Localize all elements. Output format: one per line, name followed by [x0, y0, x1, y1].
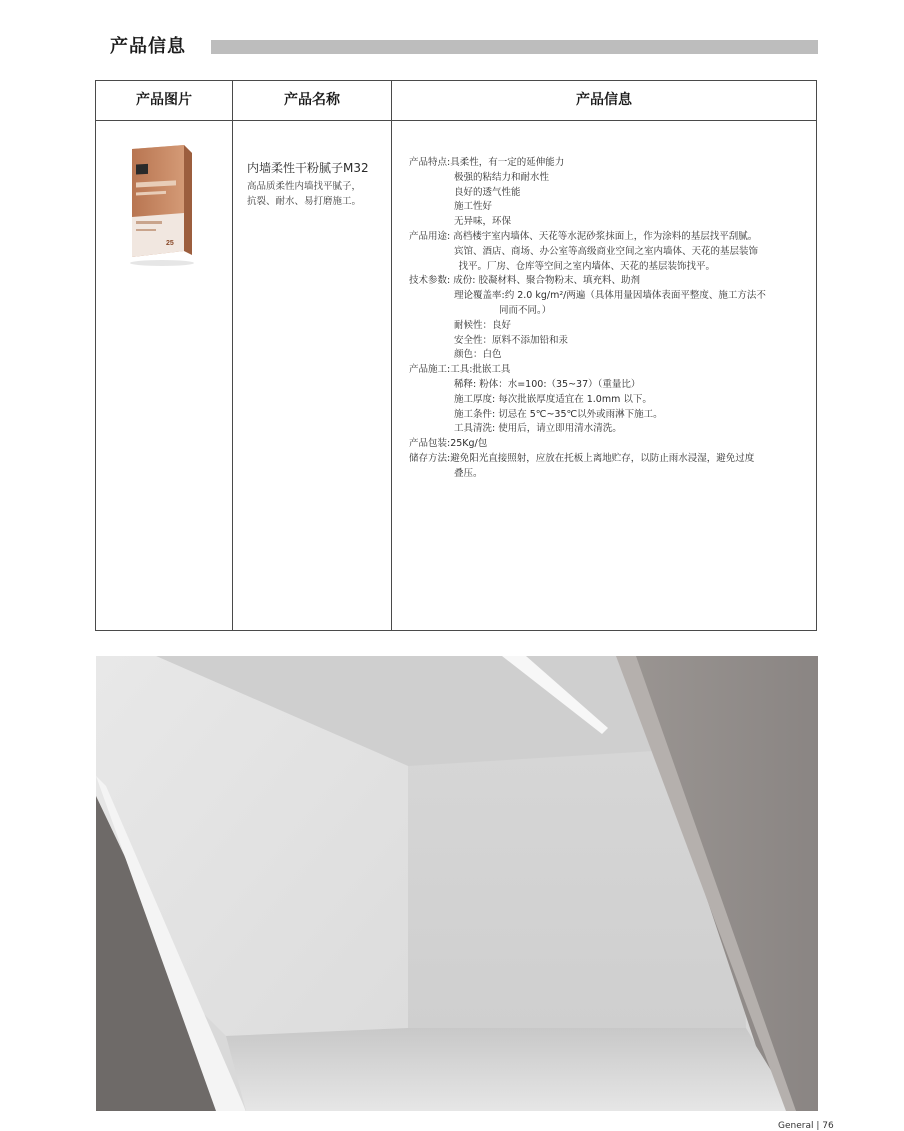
info-line: 产品用途: 高档楼宇室内墙体、天花等水泥砂浆抹面上，作为涂料的基层找平刮腻。	[409, 230, 758, 242]
info-line: 良好的透气性能	[454, 186, 521, 198]
info-line: 施工性好	[454, 201, 493, 213]
info-line: 施工厚度: 每次批嵌厚度适宜在 1.0mm 以下。	[454, 393, 652, 405]
info-line: 颜色：白色	[454, 349, 502, 361]
product-desc	[247, 179, 387, 209]
info-line: 产品施工:工具:批嵌工具	[409, 364, 511, 376]
info-line: 叠压。	[454, 467, 483, 479]
info-line: 理论覆盖率:约 2.0 kg/m²/两遍（具体用量因墙体表面平整度、施工方法不	[454, 290, 766, 302]
product-name: 内墙柔性干粉腻子M32	[247, 161, 369, 175]
info-line: 技术参数: 成份: 胶凝材料、聚合物粉末、填充料、助剂	[409, 275, 640, 287]
product-name-cell	[247, 159, 387, 209]
column-divider-2	[391, 81, 392, 630]
header-product-info: 产品信息	[576, 92, 632, 108]
section-title: 产品信息	[110, 36, 186, 57]
bag-weight-label: 25	[166, 240, 174, 247]
info-line: 产品特点:具柔性，有一定的延伸能力	[409, 157, 565, 168]
info-line: 极强的粘结力和耐水性	[454, 171, 550, 183]
interior-room-photo	[96, 656, 818, 1111]
header-product-image: 产品图片	[136, 92, 192, 108]
column-divider-1	[232, 81, 233, 630]
product-desc-line: 高品质柔性内墙找平腻子，	[247, 181, 362, 192]
info-line: 同而不同。）	[499, 304, 552, 316]
info-line: 施工条件: 切忌在 5℃~35℃以外或雨淋下施工。	[454, 408, 663, 420]
info-line: 找平。厂房、仓库等空间之室内墙体、天花的基层装饰找平。	[458, 260, 716, 272]
product-table	[95, 80, 817, 631]
product-info-cell	[409, 156, 804, 482]
page-footer: General | 76	[778, 1121, 834, 1131]
info-line: 稀释: 粉体：水=100:（35~37）（重量比）	[454, 378, 641, 390]
header-product-name: 产品名称	[284, 92, 340, 108]
info-line: 耐候性：良好	[454, 319, 512, 331]
title-bar	[211, 40, 818, 54]
info-line: 工具清洗: 使用后，请立即用清水清洗。	[454, 423, 622, 435]
info-line: 产品包装:25Kg/包	[409, 438, 488, 450]
info-line: 无异味，环保	[454, 216, 512, 228]
info-line: 宾馆、酒店、商场、办公室等高级商业空间之室内墙体、天花的基层装饰	[454, 245, 759, 257]
info-line: 储存方法:避免阳光直接照射，应放在托板上离地贮存，以防止雨水浸湿，避免过度	[409, 452, 755, 464]
product-bag-image	[126, 143, 206, 268]
header-divider	[96, 120, 816, 121]
info-line: 安全性：原料不添加铅和汞	[454, 334, 569, 346]
product-desc-line: 抗裂、耐水、易打磨施工。	[247, 196, 362, 207]
